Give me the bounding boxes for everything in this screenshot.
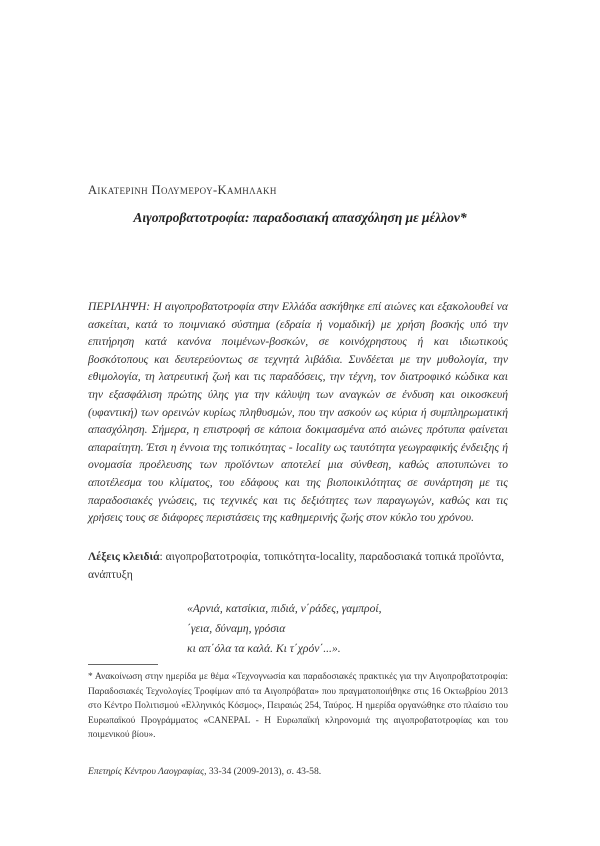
footnote-text: * Ανακοίνωση στην ημερίδα με θέμα «Τεχνογνωσία και παραδοσιακές πρακτικές για την Αιγοπροβατοτροφία: Παραδοσιακές Τεχνολογίες Τροφίμων από τα Αιγοπρόβατα» που πραγματοποιήθηκε στις 16 Οκτωβρίου 2013 στο Κέντρο Πολιτισμού «Ελληνικός Κόσμος», Πειραιώς 254, Ταύρος. Η ημερίδα οργανώθηκε στο πλαίσιο του Ευρωπαϊκού Προγράμματος «CANEPAL - Η Ευρωπαϊκή κληρονομιά της αιγοπροβατοτροφίας και του ποιμενικού βίου».: [88, 672, 508, 740]
footnote-divider: [88, 664, 158, 665]
keywords-paragraph: [88, 548, 508, 583]
poem-line: «Αρνιά, κατσίκια, πιδιά, ν΄ράδες, γαμπροί,: [187, 602, 382, 615]
keywords-text: : αιγοπροβατοτροφία, τοπικότητα-locality, παραδοσιακά τοπικά προϊόντα, ανάπτυξη: [88, 550, 505, 581]
author-name: Αικατερινη Πολυμερου-Καμηλακη: [88, 183, 277, 197]
poem-line: ΄γεια, δύναμη, γρόσια: [187, 622, 286, 635]
journal-citation: [88, 766, 321, 777]
citation-details: , 33-34 (2009-2013), σ. 43-58.: [204, 766, 322, 777]
abstract-paragraph: ΠΕΡΙΛΗΨΗ: Η αιγοπροβατοτροφία στην Ελλάδα ασκήθηκε επί αιώνες και εξακολουθεί να ασκείται, κατά το ποιμνιακό σύστημα (εδραία ή νομαδική) με χρήση βοσκής υπό την επιτήρηση κατά κανόνα ποιμένων-βοσκών, σε κοινόχρηστους ή και ιδιωτικούς βοσκότοπους και δευτερεύοντως σε τεχνητά λιβάδια. Συνδέεται με την μυθολογία, την εθιμολογία, τη λατρευτική ζωή και τις παραδόσεις, την τέχνη, τον διατροφικό κώδικα και την εξασφάλιση πρώτης ύλης για την κάλυψη των αναγκών σε ένδυση και οικοσκευή (υφαντική) των ορεινών κυρίως πληθυσμών, που την ασκούν ως κύρια ή συμπληρωματική απασχόληση. Σήμερα, η επιστροφή σε κάποια δοκιμασμένα από αιώνες πρότυπα φαίνεται απαραίτητη. Έτσι η έννοια της τοπικότητας - locality ως ταυτότητα γεωγραφικής ένδειξης ή ονομασία προέλευσης των προϊόντων αποτελεί μια σύνθεση, καθώς αποτυπώνει το αποτέλεσμα του κλίματος, του εδάφους και της βιοποικιλότητας σε συνάρτηση με τις παραδοσιακές γνώσεις, τις τεχνικές και τις δεξιότητες των παραγωγών, καθώς και τις χρήσεις τους σε διάφορες περιστάσεις της καθημερινής ζωής στον κύκλο του χρόνου.: [88, 300, 508, 525]
epigraph-poem: [187, 599, 382, 659]
keywords-label: Λέξεις κλειδιά: [88, 550, 160, 563]
poem-line: κι απ΄όλα τα καλά. Κι τ΄χρόν΄...».: [187, 642, 341, 655]
journal-name: Επετηρίς Κέντρου Λαογραφίας: [88, 766, 205, 777]
article-title: Αιγοπροβατοτροφία: παραδοσιακή απασχόληση με μέλλον*: [133, 210, 467, 225]
